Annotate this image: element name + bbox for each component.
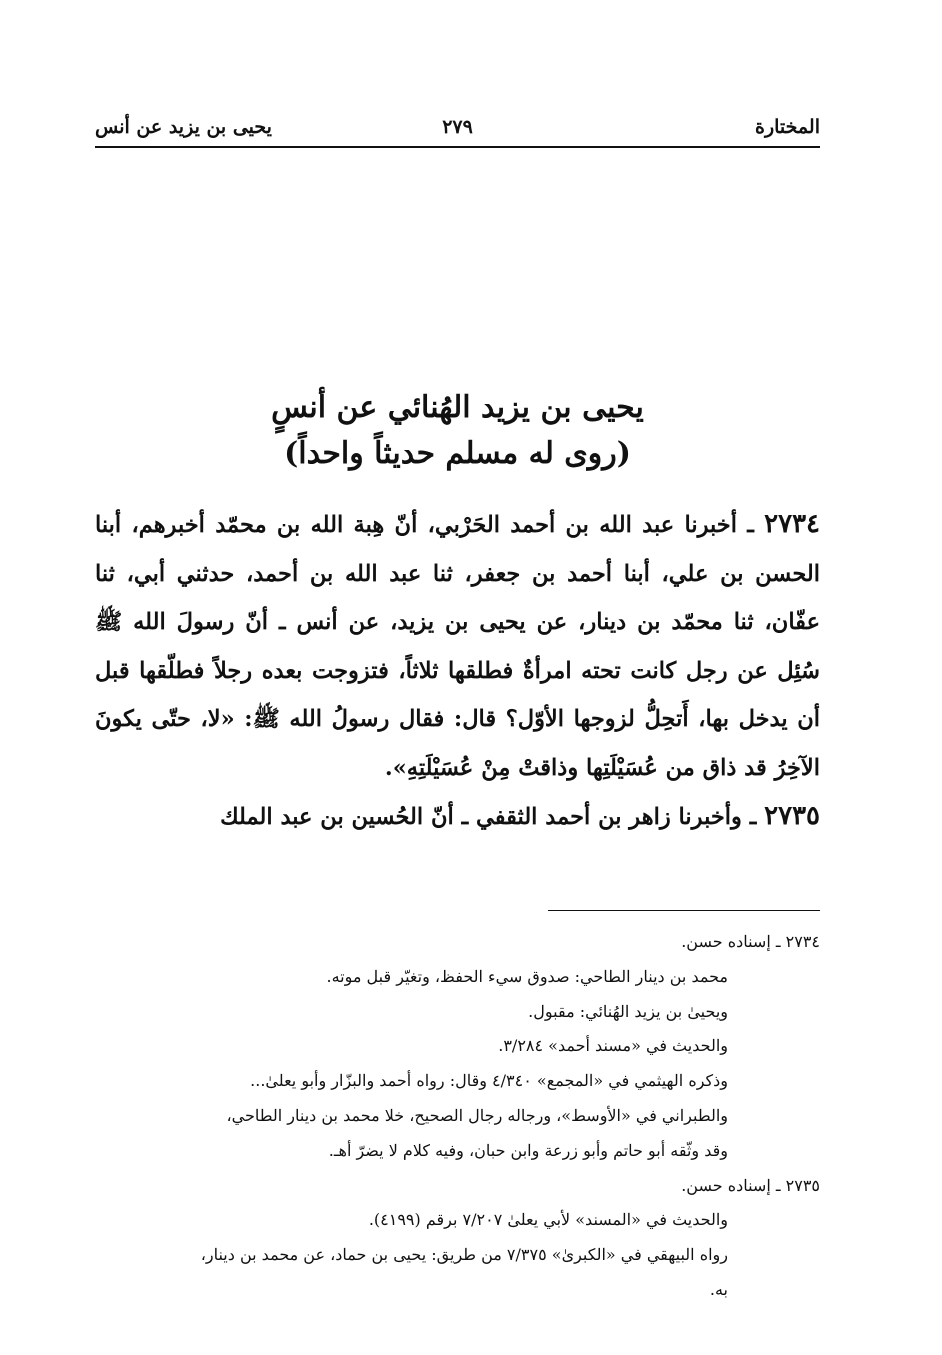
footnote-line: رواه البيهقي في «الكبرىٰ» ٧/٣٧٥ من طريق: يحيى بن حماد، عن محمد بن دينار، (200, 1245, 728, 1265)
footnote-line: والحديث في «المسند» لأبي يعلىٰ ٧/٢٠٧ برقم (٤١٩٩). (368, 1210, 728, 1230)
footnote-line: ٢٧٣٥ ـ إسناده حسن. (681, 1175, 820, 1195)
hadith-2735 (95, 792, 820, 842)
footnote-separator (548, 910, 820, 911)
footnote-line: والطبراني في «الأوسط»، ورجاله رجال الصحيح، خلا محمد بن دينار الطاحي، (226, 1105, 728, 1125)
footnote-line: وذكره الهيثمي في «المجمع» ٤/٣٤٠ وقال: رواه أحمد والبزّار وأبو يعلىٰ... (250, 1071, 728, 1091)
hadith-body: ـ أخبرنا عبد الله بن أحمد الحَرْبي، أنّ هِبة الله بن محمّد أخبرهم، أبنا الحسن بن علي، أبنا أحمد بن جعفر، ثنا عبد الله بن أحمد، حدثني أبي، ثنا عفّان، ثنا محمّد بن دينار، عن يحيى بن يزيد، عن أنس ـ أنّ رسولَ الله ﷺ سُئِل عن رجل كانت تحته امرأةٌ فطلقها ثلاثاً، فتزوجت بعده رجلاً فطلّقها قبل أن يدخل بها، أَتحِلُّ لزوجها الأوّل؟ قال: فقال رسولُ الله ﷺ: «لا، حتّى يكونَ الآخِرُ قد ذاق من عُسَيْلَتِها وذاقتْ مِنْ عُسَيْلَتِهِ». (95, 512, 820, 781)
running-header (95, 112, 820, 148)
footnote-line: وقد وثّقه أبو حاتم وأبو زرعة وابن حبان، وفيه كلام لا يضرّ أهـ. (328, 1140, 728, 1160)
footnotes (95, 925, 820, 1308)
hadith-number: ٢٧٣٤ (764, 509, 820, 539)
footnote-line: ويحيىٰ بن يزيد الهُنائي: مقبول. (528, 1001, 728, 1021)
hadith-number: ٢٧٣٥ (764, 801, 820, 831)
hadith-text (95, 500, 820, 842)
book-title: المختارة (755, 116, 820, 138)
footnote-line: به. (709, 1279, 728, 1299)
hadith-body: ـ وأخبرنا زاهر بن أحمد الثقفي ـ أنّ الحُسين بن عبد الملك (220, 804, 765, 830)
page-number: ٢٧٩ (442, 116, 473, 138)
footnote-line: محمد بن دينار الطاحي: صدوق سيء الحفظ، وتغيّر قبل موته. (326, 966, 728, 986)
chapter-title: يحيى بن يزيد الهُنائي عن أنسٍ (271, 390, 644, 425)
hadith-2734 (95, 500, 820, 792)
footnote-line: والحديث في «مسند أحمد» ٣/٢٨٤. (498, 1036, 728, 1056)
footnote-line: ٢٧٣٤ ـ إسناده حسن. (681, 932, 820, 951)
chapter-subtitle: (روى له مسلم حديثاً واحداً) (284, 436, 631, 471)
chapter-heading (95, 385, 820, 477)
section-title: يحيى بن يزيد عن أنس (95, 116, 272, 138)
